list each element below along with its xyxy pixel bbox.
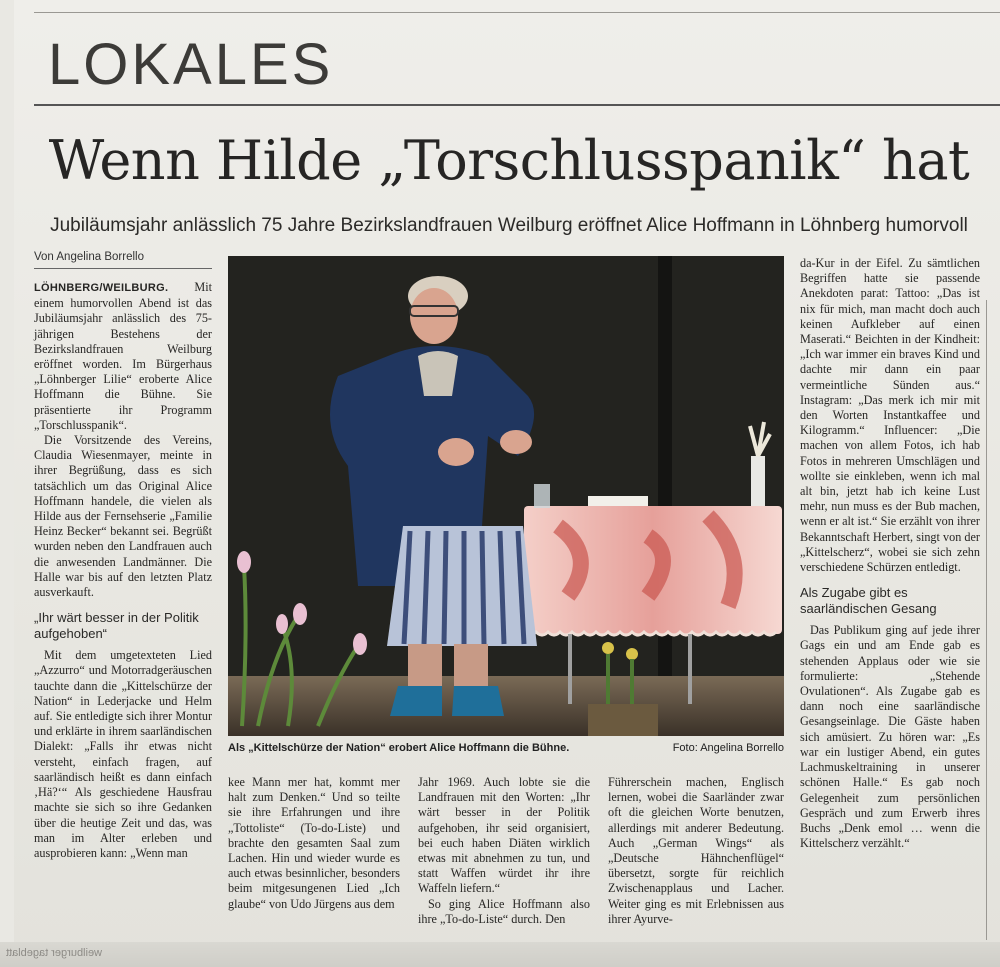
paragraph: Mit dem umgetexteten Lied „Azzurro“ und Motorradgeräuschen tauchte dann die „Kittelschürze der Nation“ in Lederjacke und Helm auf. Sie entledigte sich ihrer Montur und erklärte in ihrem saarländischen Dialekt: „Falls ihr etwas nicht versteht, einfach fragen, auf saarländisch heißt es dann einfach ‚Hä?‘“ Als geschiedene Hausfrau machte sie sich so ihre Gedanken über die heutige Zeit und das, was man im Alter erleben und ausprobieren kann: „Wenn man [34, 648, 212, 860]
article-column-4 [608, 775, 784, 927]
paragraph: Die Vorsitzende des Vereins, Claudia Wiesenmayer, meinte in ihrer Begrüßung, dass es sich tatsächlich um das Original Alice Hoffmann handele, die vielen als Hilde aus der Fernsehserie „Familie Heinz Becker“ bekannt sei. Begrüßt wurden neben den Landfrauen auch die anwesenden Landmänner. Die Halle war bis auf den letzten Platz ausverkauft. [34, 433, 212, 600]
byline: Von Angelina Borrello [34, 251, 144, 263]
stage-photo [228, 256, 784, 736]
article-column-5 [800, 256, 980, 851]
paragraph: Führerschein machen, Englisch lernen, wobei die Saarländer zwar oft die gleichen Worte benutzen, allerdings mit anderer Bedeutung. Auch „German Wings“ als „Deutsche Hähnchenflügel“ übersetzt, sorgte für reichlich Zwischenapplaus und Lacher. Weiter ging es mit Erlebnissen aus ihrer Ayurve- [608, 775, 784, 926]
article-column-1 [34, 280, 212, 861]
paragraph: So ging Alice Hoffmann also ihre „To-do-Liste“ durch. Den [418, 896, 590, 926]
byline-rule [34, 268, 212, 269]
intertitle: Als Zugabe gibt es saarländischen Gesang [800, 585, 937, 617]
top-rule [34, 12, 1000, 13]
adjacent-column-edge [986, 300, 1000, 940]
intertitle: „Ihr wärt besser in der Politik aufgehoben“ [34, 610, 199, 642]
photo-credit: Foto: Angelina Borrello [672, 742, 784, 754]
paragraph [34, 280, 212, 433]
caption-text: Als „Kittelschürze der Nation“ erobert Alice Hoffmann die Bühne. [228, 742, 570, 754]
paragraph: da-Kur in der Eifel. Zu sämtlichen Begriffen hatte sie passende Anekdoten parat: Tattoo: „Das ist nix für mich, man macht doch auch keinen Aufkleber auf einen Maserati.“ Beichten in der Kindheit: „Ich war immer ein braves Kind und dachte mir dann ein paar vermeintliche Sünden aus.“ Instagram: „Das merk ich mir mit den Worten Instantkaffee und Kilogramm.“ Influencer: „Die machen von allem Fotos, ich hab Fotos in mehreren Umschlägen und wollte sie einkleben, wenn ich mal alt bin, jetzt hab ich keine Lust mehr, nun muss es der Bub machen, wenn er alt ist.“ Sie erzählt von ihrer Bekanntschaft Herbert, singt von der „Kittelscherz“, wobei sie sich zehn verschiedene Schürzen entledigt. [800, 256, 980, 575]
bleed-through-strip [0, 942, 1000, 967]
subheadline: Jubiläumsjahr anlässlich 75 Jahre Bezirkslandfrauen Weilburg eröffnet Alice Hoffmann in Löhnberg humorvoll [50, 215, 968, 236]
paragraph-text: Mit einem humorvollen Abend ist das Jubiläumsjahr anlässlich des 75-jährigen Bestehens der Bezirkslandfrauen Weilburg eröffnet worden. Im Bürgerhaus „Löhnberger Lilie“ eroberte Alice Hoffmann die Bühne. Sie präsentierte ihr Programm „Torschlusspanik“. [34, 280, 212, 432]
section-title: LOKALES [48, 32, 334, 97]
headline: Wenn Hilde „Torschlusspanik“ hat [48, 129, 970, 192]
mirrored-text: weilburger tageblatt [6, 947, 103, 959]
paragraph: Das Publikum ging auf jede ihrer Gags ein und am Ende gab es stehenden Applaus oder wie sie formulierte: „Stehende Ovulationen“. Als Zugabe gab es dann noch eine saarländische Gesangseinlage. Die Gäste haben sich amüsiert. Zu hören war: „Es war ein lustiger Abend, ein gutes Lachmuskeltraining in unserer schönen Halle.“ Es gab noch Gelegenheit zum persönlichen Gespräch und zum Erwerb ihres Buchs „Denk emol … wenn die Kittelscherz verzählt.“ [800, 623, 980, 851]
article-column-2 [228, 775, 400, 912]
article-column-3 [418, 775, 590, 927]
dateline: LÖHNBERG/WEILBURG. [34, 282, 169, 294]
section-rule [34, 104, 1000, 106]
paragraph: kee Mann mer hat, kommt mer halt zum Denken.“ Und so teilte sie ihre Erfahrungen und ihre „Tottoliste“ (To-do-Liste) und brachte den gesamten Saal zum Lachen. Hin und wieder wurde es auch etwas besinnlicher, besonders beim mitgesungenen Lied „Ich glaube“ von Udo Jürgens aus dem [228, 775, 400, 911]
photo-caption [228, 742, 784, 754]
paragraph: Jahr 1969. Auch lobte sie die Landfrauen mit den Worten: „Ihr wärt besser in der Politik aufgehoben, ihr seid organisiert, bei euch haben Diäten wirklich etwas mit abnehmen zu tun, und statt Waffen würdet ihr ihre Waffeln liefern.“ [418, 775, 590, 896]
performer-photo-graphic [228, 256, 784, 736]
